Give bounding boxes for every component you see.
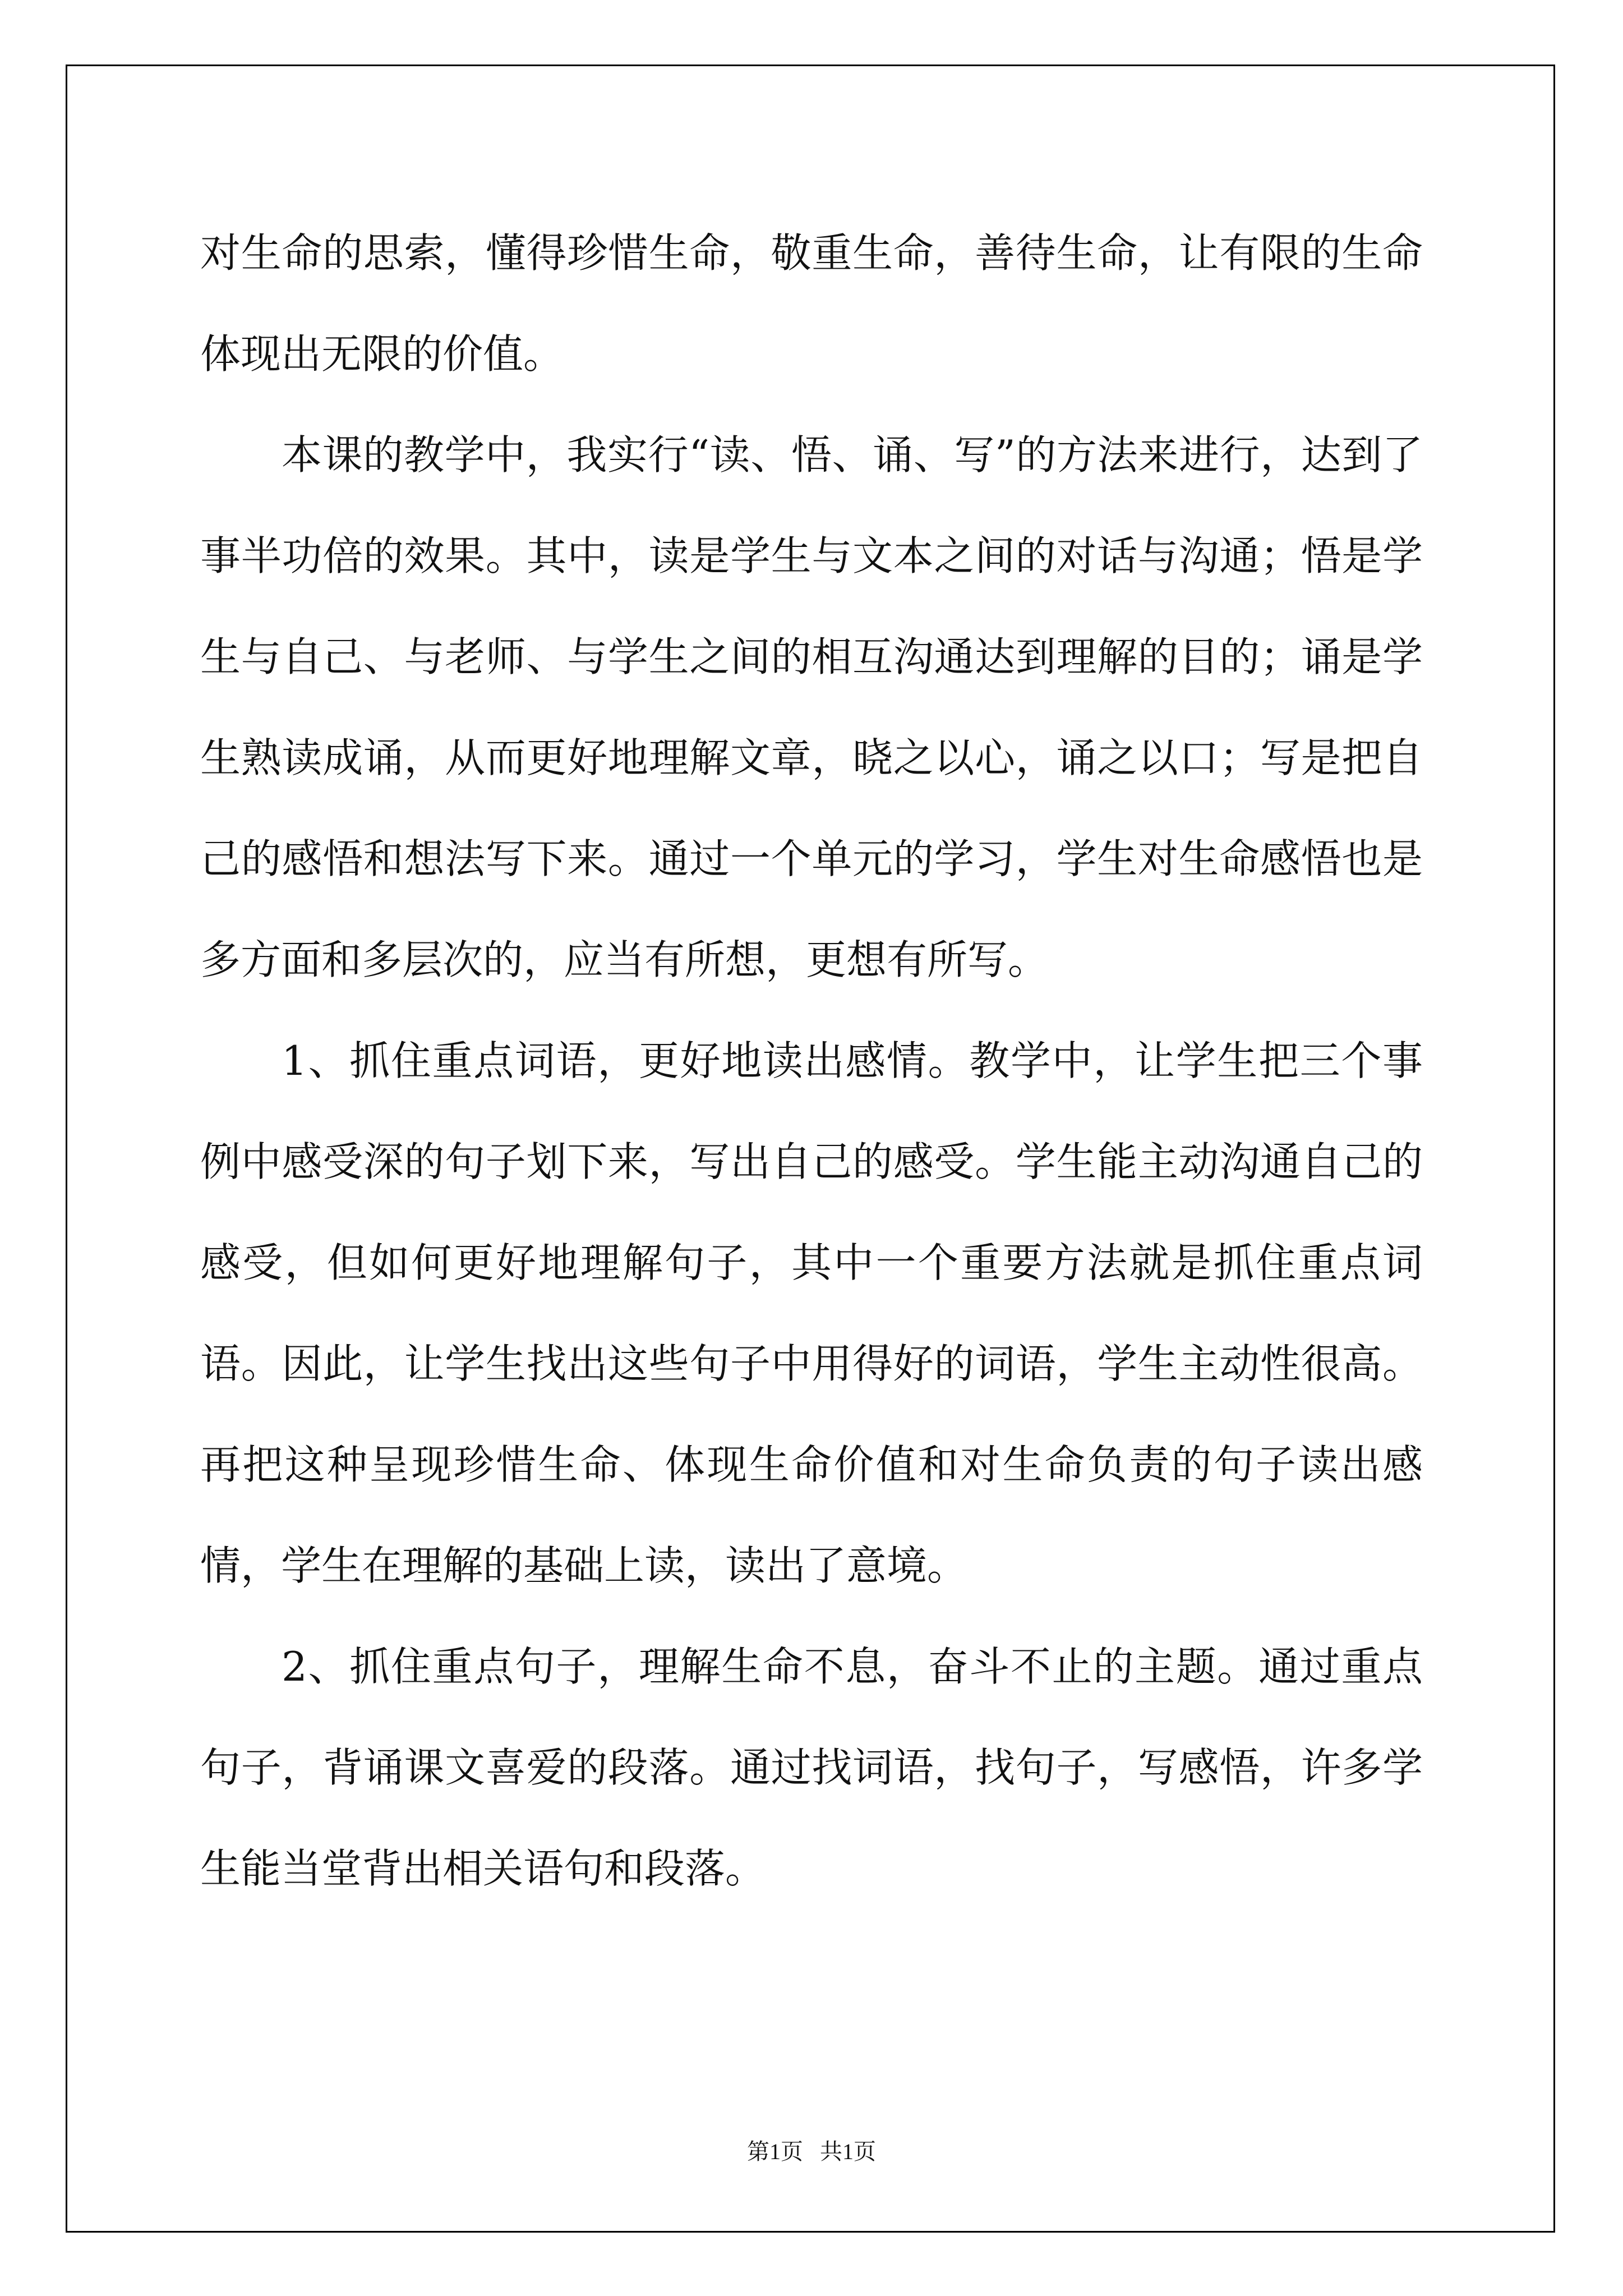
paragraph-3: 1、抓住重点词语，更好地读出感情。教学中，让学生把三个事例中感受深的句子划下来，写出自己的感受。学生能主动沟通自己的感受，但如何更好地理解句子，其中一个重要方法就是抓住重点词语。因此，让学生找出这些句子中用得好的词语，学生主动性很高。再把这种呈现珍惜生命、体现生命价值和对生命负责的句子读出感情，学生在理解的基础上读，读出了意境。 xyxy=(200,1037,1423,1589)
paragraph-2: 本课的教学中，我实行“读、悟、诵、写”的方法来进行，达到了事半功倍的效果。其中，读是学生与文本之间的对话与沟通；悟是学生与自己、与老师、与学生之间的相互沟通达到理解的目的；诵是学生熟读成诵，从而更好地理解文章，晓之以心，诵之以口；写是把自己的感悟和想法写下来。通过一个单元的学习，学生对生命感悟也是多方面和多层次的，应当有所想，更想有所写。 xyxy=(200,431,1423,983)
document-body xyxy=(200,203,1423,1919)
paragraph-1: 对生命的思索，懂得珍惜生命，敬重生命，善待生命，让有限的生命体现出无限的价值。 xyxy=(200,229,1423,378)
paragraph-4: 2、抓住重点句子，理解生命不息，奋斗不止的主题。通过重点句子，背诵课文喜爱的段落。通过找词语，找句子，写感悟，许多学生能当堂背出相关语句和段落。 xyxy=(200,1643,1423,1892)
page-number-footer: 第1页 共1页 xyxy=(747,2139,876,2164)
